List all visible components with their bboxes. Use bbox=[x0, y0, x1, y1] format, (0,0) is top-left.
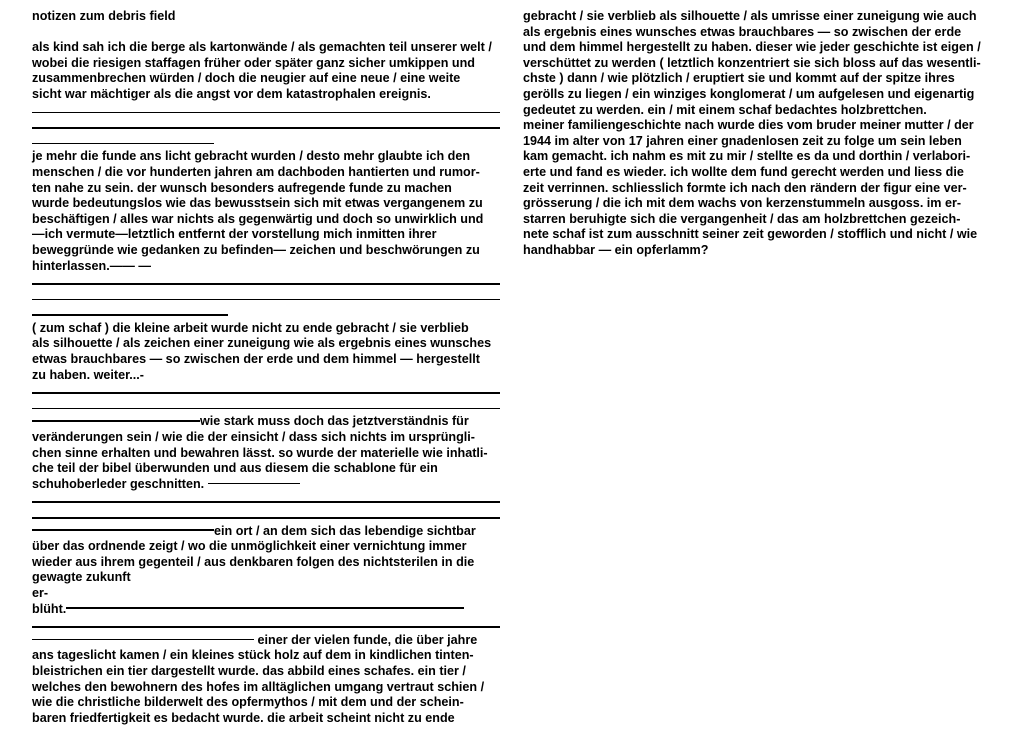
text-line: kam gemacht. ich nahm es mit zu mir / stellte es da und dorthin / verlabori- bbox=[523, 149, 971, 164]
text-line: chen sinne erhalten und bewahren lässt. so wurde der materielle wie inhatli- bbox=[32, 445, 488, 460]
text-line: sicht war mächtiger als die angst vor dem katastrophalen ereignis. bbox=[32, 86, 431, 101]
divider-rule bbox=[32, 103, 510, 119]
right-column bbox=[523, 9, 1001, 259]
text-line: und dem himmel hergestellt zu haben. dieser wie jeder geschichte ist eigen / bbox=[523, 40, 981, 55]
divider-rule bbox=[32, 290, 510, 306]
paragraph-wooden-board bbox=[32, 633, 510, 727]
text-line: wieder aus ihrem gegenteil / aus denkbaren folgen des nichtsterilen in die bbox=[32, 554, 475, 569]
text-line: wurde bedeutungslos wie das bewusstsein sich mit etwas vergangenem zu bbox=[32, 196, 483, 211]
inline-dash bbox=[208, 483, 300, 485]
divider-rule bbox=[32, 118, 510, 134]
divider-rule bbox=[32, 617, 510, 633]
text-fragment: blüht. bbox=[32, 601, 67, 616]
text-fragment: schuhoberleder geschnitten. bbox=[32, 476, 205, 491]
text-line: hinterlassen.—— — bbox=[32, 258, 151, 273]
inline-dash bbox=[32, 639, 254, 641]
text-line: zu haben. weiter...- bbox=[32, 367, 144, 382]
inline-dash bbox=[32, 420, 200, 422]
text-line: wie die christliche bilderwelt des opfermythos / mit dem und der schein- bbox=[32, 695, 464, 710]
divider-rule bbox=[32, 274, 510, 290]
text-line: che teil der bibel überwunden und aus diesem die schablone für ein bbox=[32, 461, 438, 476]
divider-rule bbox=[32, 508, 510, 524]
text-line: ten nahe zu sein. der wunsch besonders aufregende funde zu machen bbox=[32, 180, 452, 195]
text-line: grösserung / die ich mit dem wachs von kerzenstummeln ausgoss. im er- bbox=[523, 196, 962, 211]
document-title: notizen zum debris field bbox=[32, 9, 176, 23]
text-line: handhabbar — ein opferlamm? bbox=[523, 242, 709, 257]
paragraph-place bbox=[32, 524, 510, 618]
text-line bbox=[32, 602, 510, 618]
text-line: je mehr die funde ans licht gebracht wurden / desto mehr glaubte ich den bbox=[32, 149, 471, 164]
text-line: beschäftigen / alles war nichts als gegenwärtig und doch so unwirklich und bbox=[32, 211, 484, 226]
text-line bbox=[32, 633, 510, 649]
text-line: meiner familiengeschichte nach wurde dies vom bruder meiner mutter / der bbox=[523, 118, 974, 133]
text-line: er- bbox=[32, 585, 49, 600]
divider-rule bbox=[32, 305, 510, 321]
left-column bbox=[32, 9, 510, 726]
paragraph-finds bbox=[32, 149, 510, 274]
text-line: menschen / die vor hunderten jahren am dachboden hantierten und rumor- bbox=[32, 164, 480, 179]
text-line: etwas brauchbares — so zwischen der erde und dem himmel — hergestellt bbox=[32, 352, 480, 367]
text-fragment: einer der vielen funde, die über jahre bbox=[254, 632, 478, 647]
text-line: gebracht / sie verblieb als silhouette / als umrisse einer zuneigung wie auch bbox=[523, 9, 977, 23]
text-fragment: ein ort / an dem sich das lebendige sichtbar bbox=[214, 523, 476, 538]
text-line bbox=[32, 477, 510, 493]
text-line: —ich vermute—letztlich entfernt der vorstellung mich inmitten ihrer bbox=[32, 227, 437, 242]
divider-rule bbox=[32, 383, 510, 399]
text-line: starren beruhigte sich die vergangenheit / das am holzbrettchen gezeich- bbox=[523, 211, 961, 226]
text-line: erte und fand es wieder. ich wollte dem fund gerecht werden und liess die bbox=[523, 164, 964, 179]
text-line: gedeutet zu werden. ein / mit einem schaf bedachtes holzbrettchen. bbox=[523, 102, 927, 117]
text-line: wobei die riesigen staffagen früher oder später ganz sicher umkippen und bbox=[32, 55, 475, 70]
text-line: ( zum schaf ) die kleine arbeit wurde nicht zu ende gebracht / sie verblieb bbox=[32, 320, 469, 335]
text-line: als silhouette / als zeichen einer zuneigung wie als ergebnis eines wunsches bbox=[32, 336, 492, 351]
text-line: bleistrichen ein tier dargestellt wurde. das abbild eines schafes. ein tier / bbox=[32, 663, 466, 678]
text-line: baren friedfertigkeit es bedacht wurde. die arbeit scheint nicht zu ende bbox=[32, 710, 455, 725]
text-line: gewagte zukunft bbox=[32, 570, 131, 585]
inline-dash bbox=[66, 607, 464, 609]
text-line: 1944 im alter von 17 jahren einer gnadenlosen zeit zu folge um sein leben bbox=[523, 133, 962, 148]
text-line: gerölls zu liegen / ein winziges konglomerat / um aufgelesen und eigenartig bbox=[523, 86, 975, 101]
divider-rule bbox=[32, 399, 510, 415]
paragraph-sheep bbox=[32, 321, 510, 383]
paragraph-continuation bbox=[523, 9, 1001, 259]
text-line: beweggründe wie gedanken zu befinden— zeichen und beschwörungen zu bbox=[32, 242, 480, 257]
paragraph-understanding bbox=[32, 414, 510, 492]
text-line: nete schaf ist zum ausschnitt seiner zeit geworden / stofflich und nicht / wie bbox=[523, 227, 978, 242]
text-fragment: wie stark muss doch das jetztverständnis für bbox=[200, 414, 469, 429]
text-line: zusammenbrechen würden / doch die neugier auf eine neue / eine weite bbox=[32, 71, 461, 86]
text-line: als kind sah ich die berge als kartonwände / als gemachten teil unserer welt / bbox=[32, 40, 492, 55]
divider-rule bbox=[32, 134, 510, 150]
text-line: über das ordnende zeigt / wo die unmöglichkeit einer vernichtung immer bbox=[32, 539, 467, 554]
text-line: welches den bewohnern des hofes im alltäglichen umgang vertraut schien / bbox=[32, 679, 485, 694]
divider-rule bbox=[32, 492, 510, 508]
inline-dash bbox=[32, 529, 214, 531]
text-line bbox=[32, 414, 510, 430]
text-line: ans tageslicht kamen / ein kleines stück holz auf dem in kindlichen tinten- bbox=[32, 648, 474, 663]
text-line: veränderungen sein / wie die der einsicht / dass sich nichts im ursprüngli- bbox=[32, 430, 475, 445]
text-line: als ergebnis eines wunsches etwas brauchbares — so zwischen der erde bbox=[523, 24, 962, 39]
text-line: verschüttet zu werden ( letztlich konzentriert sie sich bloss auf das wesentli- bbox=[523, 55, 981, 70]
text-line: zeit verrinnen. schliesslich formte ich nach den rändern der figur eine ver- bbox=[523, 180, 967, 195]
text-line: chste ) dann / wie plötzlich / eruptiert sie und kommt auf der spitze ihres bbox=[523, 71, 955, 86]
text-line bbox=[32, 524, 510, 540]
paragraph-childhood bbox=[32, 40, 510, 102]
